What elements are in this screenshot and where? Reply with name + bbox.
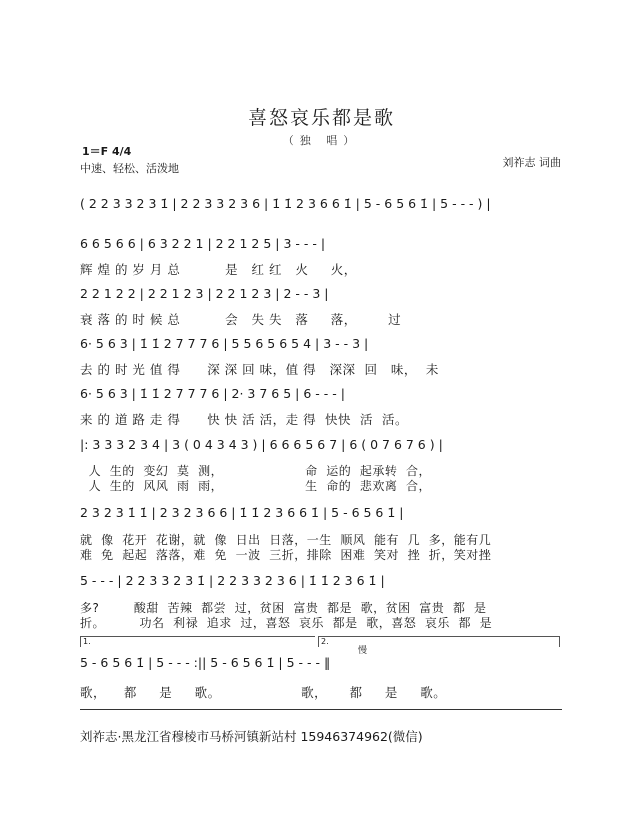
- first-ending-bracket: [80, 636, 315, 647]
- song-subtitle: （独 唱）: [282, 134, 361, 147]
- notation-row-2: [80, 286, 562, 304]
- footer-divider: [80, 709, 562, 710]
- notes: 6 6 5 6 6 | 6 3 2 2 1 | 2 2 1 2 5 | 3 - - - |: [80, 236, 326, 251]
- lyrics-line-3: 去 的 时 光 值 得 深 深 回 味，值 得 深深 回 味， 未: [80, 362, 439, 377]
- lyrics-line-4: 来 的 道 路 走 得 快 快 活 活，走 得 快快 活 活。: [80, 412, 408, 427]
- second-ending-bracket: [318, 636, 560, 647]
- notation-row-5: [80, 437, 562, 455]
- notation-row-1: [80, 236, 562, 254]
- lyrics-line-6b: 难 免 起起 落落，难 免 一波 三折，排除 困难 笑对 挫 折，笑对挫: [80, 548, 492, 562]
- key-signature: 1＝F 4/4: [82, 145, 132, 158]
- notes: 2 2 1 2 2 | 2 2 1 2 3 | 2 2 1 2 3 | 2 - - 3 |: [80, 286, 329, 301]
- notes: 5 - - - | 2 2 3 3 2 3 1̇ | 2 2 3 3 2 3 6 | 1̇ 1̇ 2 3 6 1̇ |: [80, 573, 385, 588]
- lyrics-line-5a: 人 生的 变幻 莫 测， 命 运的 起承转 合，: [80, 464, 432, 478]
- lyrics-line-2: 衰 落 的 时 候 总 会 失 失 落 落， 过: [80, 312, 402, 327]
- composer-credit: 刘祚志 词曲: [502, 156, 561, 169]
- notes: 6· 5 6 3 | 1̇ 1̇ 2 7 7 7 6 | 2· 3 7 6 5 | 6 - - - |: [80, 386, 345, 401]
- lyrics-line-7a: 多? 酸甜 苦辣 都尝 过，贫困 富贵 都是 歌，贫困 富贵 都 是: [80, 601, 487, 615]
- tempo-marking: 中速、轻松、活泼地: [80, 162, 179, 175]
- notes: 2 3 2 3 1̇ 1̇ | 2 3 2 3 6 6 | 1̇ 1̇ 2 3 6 6 1̇ | 5 - 6 5 6 1̇ |: [80, 505, 404, 520]
- lyrics-line-7b: 折。 功名 利禄 追求 过，喜怒 哀乐 都是 歌，喜怒 哀乐 都 是: [80, 616, 493, 630]
- notation-row-3: [80, 336, 562, 354]
- second-ending-label: 2.: [321, 637, 329, 646]
- tempo-change-marking: 慢: [358, 646, 368, 656]
- contact-info: 刘祚志·黑龙江省穆棱市马桥河镇新站村 15946374962(微信): [80, 729, 423, 744]
- notes: 6· 5 6 3 | 1̇ 1̇ 2 7 7 7 6 | 5 5 6 5 6 5 4 | 3 - - 3 |: [80, 336, 369, 351]
- notes: 5 - 6 5 6 1̇ | 5 - - - :|| 5 - 6 5 6 1̇ | 5 - - - ‖: [80, 655, 331, 670]
- lyrics-line-5b: 人 生的 风风 雨 雨， 生 命的 悲欢离 合，: [80, 479, 432, 493]
- lyrics-line-6a: 就 像 花开 花谢，就 像 日出 日落，一生 顺风 能有 几 多，能有几: [80, 533, 492, 547]
- lyrics-line-1: 辉 煌 的 岁 月 总 是 红 红 火 火，: [80, 262, 357, 277]
- notation-row-7: [80, 573, 562, 591]
- song-title: 喜怒哀乐都是歌: [247, 107, 395, 129]
- notation-row-8: [80, 655, 562, 673]
- notes: ( 2 2 3 3 2 3 1̇ | 2 2 3 3 2 3 6 | 1̇ 1̇ 2 3 6 6 1̇ | 5 - 6 5 6 1̇ | 5 - - - ) |: [80, 196, 491, 211]
- first-ending-label: 1.: [83, 637, 91, 646]
- notation-row-6: [80, 505, 562, 523]
- notes: |: 3 3 3 2 3 4 | 3 ( 0 4 3 4 3 ) | 6 6 6 5 6 7 | 6 ( 0 7 6 7 6 ) |: [80, 437, 443, 452]
- lyrics-line-8: 歌， 都 是 歌。 歌， 都 是 歌。: [80, 685, 447, 700]
- notation-row-intro: [80, 196, 562, 214]
- notation-row-4: [80, 386, 562, 404]
